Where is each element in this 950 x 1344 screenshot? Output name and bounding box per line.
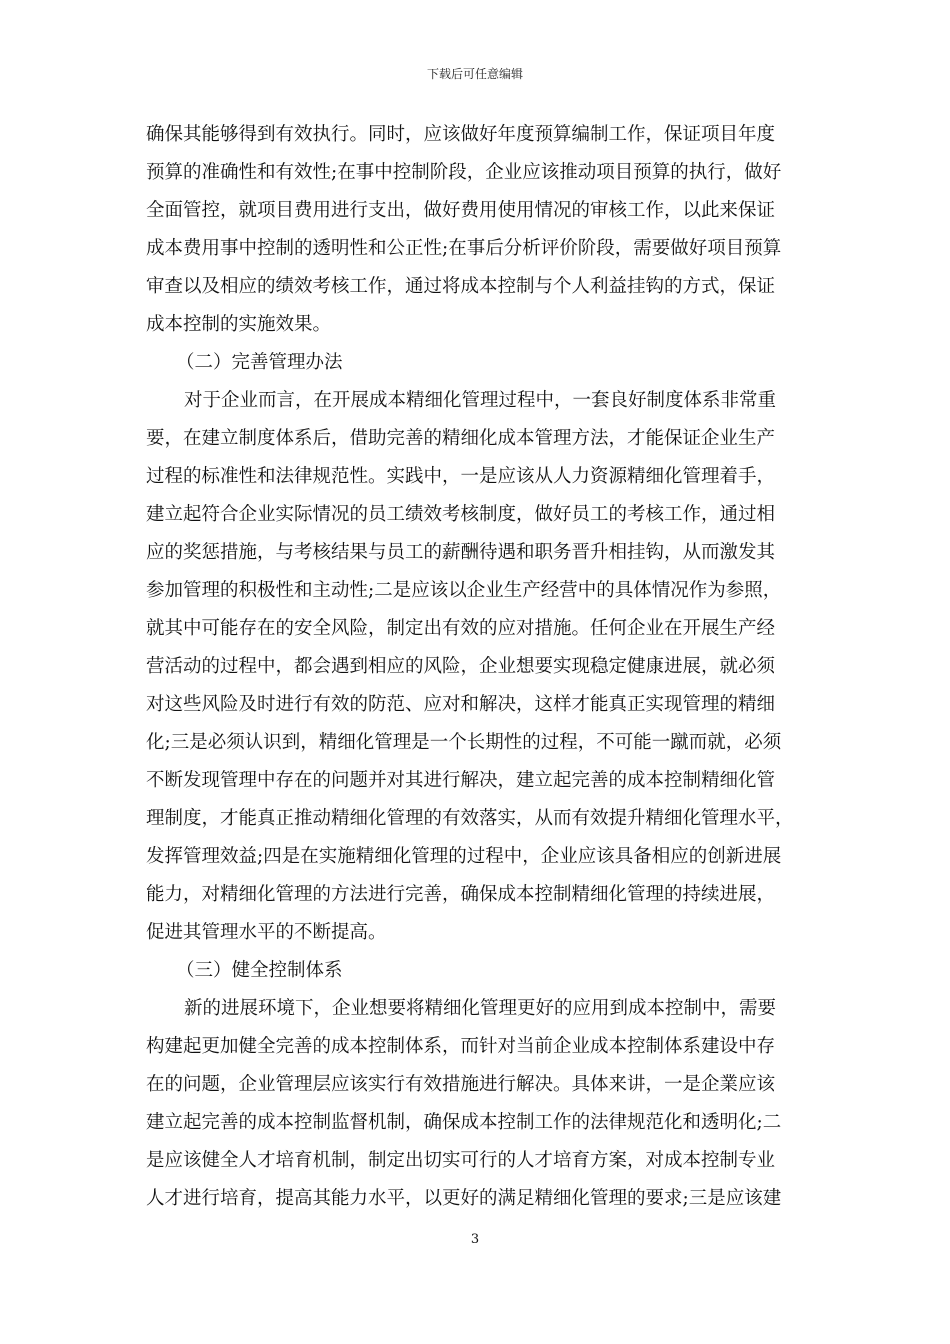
body-line: 对于企业而言，在开展成本精细化管理过程中，一套良好制度体系非常重: [184, 390, 777, 411]
body-line: 过程的标准性和法律规范性。实践中，一是应该从人力资源精细化管理着手，: [146, 466, 776, 487]
body-line: 审查以及相应的绩效考核工作，通过将成本控制与个人利益挂钩的方式，保证: [146, 276, 776, 297]
body-line: 对这些风险及时进行有效的防范、应对和解决，这样才能真正实现管理的精细: [146, 694, 776, 715]
body-line: 要，在建立制度体系后，借助完善的精细化成本管理方法，才能保证企业生产: [146, 428, 776, 449]
body-line: 理制度，才能真正推动精细化管理的有效落实，从而有效提升精细化管理水平，: [146, 808, 794, 829]
page-number: 3: [470, 1232, 480, 1247]
body-line: 在的问题，企业管理层应该实行有效措施进行解决。具体来讲，一是企業应该: [146, 1074, 776, 1095]
body-line: 能力，对精细化管理的方法进行完善，确保成本控制精细化管理的持续进展，: [146, 884, 776, 905]
page-header: 下载后可任意编辑: [426, 67, 523, 81]
body-line: 预算的准确性和有效性;在事中控制阶段，企业应该推动项目预算的执行，做好: [146, 162, 782, 183]
body-line: 全面管控，就项目费用进行支出，做好费用使用情况的审核工作，以此来保证: [146, 200, 776, 221]
body-line: 化;三是必须认识到，精细化管理是一个长期性的过程，不可能一蹴而就，必须: [146, 732, 782, 753]
body-line: 成本控制的实施效果。: [146, 314, 332, 335]
body-line: 构建起更加健全完善的成本控制体系，而针对当前企业成本控制体系建设中存: [146, 1036, 776, 1057]
body-line: 应的奖惩措施，与考核结果与员工的薪酬待遇和职务晋升相挂钩，从而激发其: [146, 542, 776, 563]
body-line: 营活动的过程中，都会遇到相应的风险，企业想要实现稳定健康进展，就必须: [146, 656, 776, 677]
body-line: 人才进行培育，提高其能力水平，以更好的满足精细化管理的要求;三是应该建: [146, 1188, 782, 1209]
body-line: 建立起完善的成本控制监督机制，确保成本控制工作的法律规范化和透明化;二: [146, 1112, 782, 1133]
body-line: 参加管理的积极性和主动性;二是应该以企业生产经营中的具体情况作为参照，: [146, 580, 782, 601]
body-line: 不断发现管理中存在的问题并对其进行解决，建立起完善的成本控制精细化管: [146, 770, 776, 791]
body-line: 就其中可能存在的安全风险，制定出有效的应对措施。任何企业在开展生产经: [146, 618, 776, 639]
body-line: 确保其能够得到有效执行。同时，应该做好年度预算编制工作，保证项目年度: [146, 124, 776, 145]
body-line: 建立起符合企业实际情况的员工绩效考核制度，做好员工的考核工作，通过相: [146, 504, 776, 525]
body-line: 新的进展环境下，企业想要将精细化管理更好的应用到成本控制中，需要: [184, 998, 777, 1019]
body-line: 促进其管理水平的不断提高。: [146, 922, 387, 943]
body-line: 发挥管理效益;四是在实施精细化管理的过程中，企业应该具备相应的创新进展: [146, 846, 782, 867]
section-heading: （二）完善管理办法: [176, 352, 343, 373]
body-line: 成本费用事中控制的透明性和公正性;在事后分析评价阶段，需要做好项目预算: [146, 238, 782, 259]
body-line: 是应该健全人才培育机制，制定出切实可行的人才培育方案，对成本控制专业: [146, 1150, 776, 1171]
section-heading: （三）健全控制体系: [176, 960, 343, 981]
